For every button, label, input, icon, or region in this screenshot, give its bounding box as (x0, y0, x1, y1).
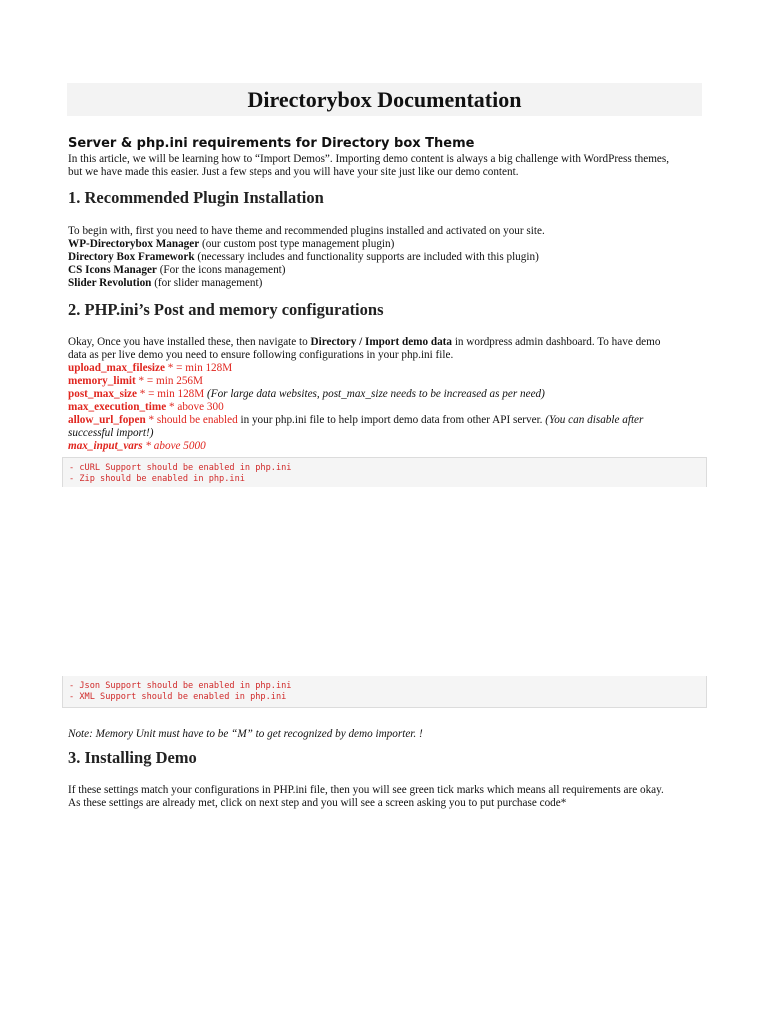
plugin-item (68, 264, 708, 277)
config-key: memory_limit (68, 375, 136, 387)
section-heading-phpini: 2. PHP.ini’s Post and memory configurations (68, 300, 384, 319)
config-exec (68, 401, 708, 414)
memory-unit-note: Note: Memory Unit must have to be “M” to get recognized by demo importer. ! (68, 728, 423, 740)
config-key: allow_url_fopen (68, 414, 146, 426)
config-intro-line: data as per live demo you need to ensure following configurations in your php.ini file. (68, 349, 454, 361)
plugin-desc: (For the icons management) (156, 264, 286, 276)
config-note: (You can disable after (545, 414, 644, 426)
config-paragraph (68, 336, 708, 453)
section-heading-plugins: 1. Recommended Plugin Installation (68, 188, 324, 207)
install-line: If these settings match your configurations in PHP.ini file, then you will see green tick marks which means all requirements are okay. (68, 784, 664, 796)
code-line: - Json Support should be enabled in php.ini (69, 681, 292, 691)
code-block-bottom (62, 676, 707, 708)
config-value: * = min 128M (164, 362, 233, 374)
plugin-name: Slider Revolution (68, 277, 152, 289)
config-value: * above 300 (166, 401, 224, 413)
page-title: Directorybox Documentation (247, 87, 522, 112)
subheading: Server & php.ini requirements for Directory box Theme (68, 136, 475, 151)
config-key: max_execution_time (68, 401, 167, 413)
intro-line: but we have made this easier. Just a few steps and you will have your site just like our demo content. (68, 166, 519, 178)
plugin-desc: (our custom post type management plugin) (199, 238, 395, 250)
config-post (68, 388, 708, 401)
code-line: - XML Support should be enabled in php.ini (69, 692, 287, 702)
config-value: * above 5000 (142, 440, 206, 452)
text-run: Okay, Once you have installed these, then navigate to (68, 336, 311, 348)
config-intro-line (68, 336, 708, 349)
plugin-desc: (necessary includes and functionality supports are included with this plugin) (194, 251, 539, 263)
intro-line: In this article, we will be learning how to “Import Demos”. Importing demo content is always a big challenge with WordPress themes, (68, 153, 670, 165)
config-key: upload_max_filesize (68, 362, 165, 374)
intro-paragraph (68, 153, 708, 179)
code-line: - Zip should be enabled in php.ini (69, 474, 245, 484)
admin-path: Directory / Import demo data (310, 336, 453, 348)
config-key: max_input_vars (68, 440, 143, 452)
plugin-item (68, 277, 708, 290)
config-vars (68, 440, 708, 453)
plugin-item (68, 238, 708, 251)
text-run: in your php.ini file to help import demo data from other API server. (237, 414, 546, 426)
plugin-name: Directory Box Framework (68, 251, 195, 263)
config-value: * = min 256M (135, 375, 203, 387)
plugins-lead: To begin with, first you need to have theme and recommended plugins installed and activated on your site. (68, 225, 545, 237)
code-block-top (62, 457, 707, 487)
config-memory (68, 375, 708, 388)
install-paragraph (68, 784, 708, 810)
config-note: (For large data websites, post_max_size needs to be increased as per need) (207, 388, 545, 400)
section-heading-install: 3. Installing Demo (68, 748, 197, 767)
code-line: - cURL Support should be enabled in php.ini (69, 463, 292, 473)
plugin-desc: (for slider management) (151, 277, 263, 289)
config-fopen-note: successful import!) (68, 427, 154, 439)
plugin-list (68, 225, 708, 290)
config-key: post_max_size (68, 388, 137, 400)
config-value: * should be enabled (145, 414, 238, 426)
title-bar (67, 83, 702, 116)
plugin-name: CS Icons Manager (68, 264, 157, 276)
text-run: in wordpress admin dashboard. To have demo (452, 336, 661, 348)
plugin-name: WP-Directorybox Manager (68, 238, 200, 250)
plugin-item (68, 251, 708, 264)
install-line: As these settings are already met, click on next step and you will see a screen asking you to put purchase code* (68, 797, 567, 809)
config-value: * = min 128M (136, 388, 208, 400)
config-fopen (68, 414, 708, 427)
config-upload (68, 362, 708, 375)
